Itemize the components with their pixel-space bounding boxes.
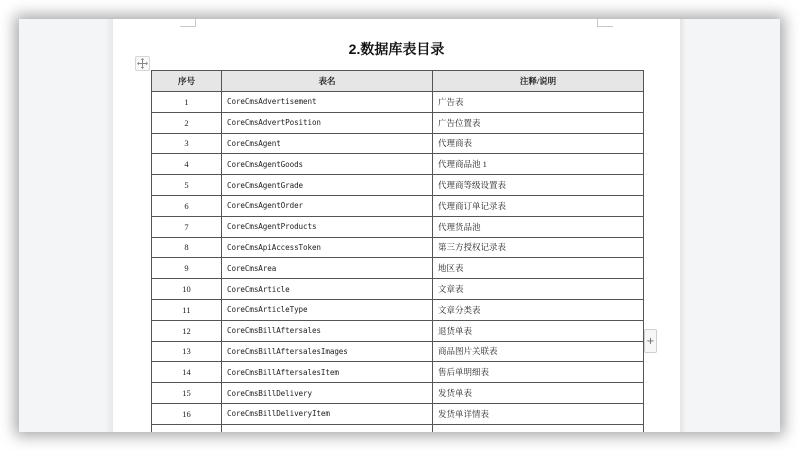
- row-index[interactable]: 12: [152, 320, 222, 341]
- table-row: [152, 403, 644, 424]
- row-description[interactable]: 地区表: [433, 258, 644, 279]
- table-row: [152, 175, 644, 196]
- document-window: [19, 19, 780, 432]
- row-index[interactable]: 8: [152, 237, 222, 258]
- row-index[interactable]: 7: [152, 216, 222, 237]
- row-table-name[interactable]: CoreCmsAgentOrder: [222, 195, 433, 216]
- table-row: [152, 279, 644, 300]
- row-index[interactable]: 5: [152, 175, 222, 196]
- row-table-name[interactable]: CoreCmsBillAftersalesImages: [222, 341, 433, 362]
- row-description[interactable]: 代理商等级设置表: [433, 175, 644, 196]
- row-table-name[interactable]: CoreCmsAgentProducts: [222, 216, 433, 237]
- document-page[interactable]: [113, 19, 680, 432]
- table-row: [152, 320, 644, 341]
- document-heading: 2.数据库表目录: [348, 41, 445, 57]
- row-index[interactable]: 11: [152, 299, 222, 320]
- row-table-name[interactable]: CoreCmsBillAftersalesItem: [222, 362, 433, 383]
- table-header-row: [152, 71, 644, 92]
- row-table-name[interactable]: CoreCmsArticle: [222, 279, 433, 300]
- row-index[interactable]: 10: [152, 279, 222, 300]
- row-description[interactable]: 代理商品池 1: [433, 154, 644, 175]
- row-table-name[interactable]: CoreCmsArticleType: [222, 299, 433, 320]
- table-row: [152, 92, 644, 113]
- row-index[interactable]: 14: [152, 362, 222, 383]
- row-description[interactable]: [433, 424, 644, 432]
- table-row: [152, 383, 644, 404]
- row-index[interactable]: 16: [152, 403, 222, 424]
- row-description[interactable]: 文章分类表: [433, 299, 644, 320]
- table-row: [152, 216, 644, 237]
- table-row: [152, 133, 644, 154]
- row-description[interactable]: 广告位置表: [433, 112, 644, 133]
- row-description[interactable]: 发货单详情表: [433, 403, 644, 424]
- row-index[interactable]: 3: [152, 133, 222, 154]
- table-row: [152, 362, 644, 383]
- row-description[interactable]: 退货单表: [433, 320, 644, 341]
- row-table-name[interactable]: CoreCmsBillAftersales: [222, 320, 433, 341]
- table-row: [152, 341, 644, 362]
- table-row: [152, 195, 644, 216]
- row-description[interactable]: 代理商表: [433, 133, 644, 154]
- row-index[interactable]: 13: [152, 341, 222, 362]
- right-margin-area: [680, 19, 686, 432]
- row-index[interactable]: 1: [152, 92, 222, 113]
- row-table-name[interactable]: CoreCmsApiAccessToken: [222, 237, 433, 258]
- move-arrows-icon: [137, 58, 148, 69]
- row-table-name[interactable]: CoreCmsArea: [222, 258, 433, 279]
- row-description[interactable]: 商品图片关联表: [433, 341, 644, 362]
- database-table-directory: [151, 70, 643, 432]
- row-description[interactable]: 代理货品池: [433, 216, 644, 237]
- add-row-button[interactable]: [644, 329, 657, 353]
- table-list: [151, 70, 644, 432]
- plus-icon: +: [646, 335, 655, 347]
- row-index[interactable]: 2: [152, 112, 222, 133]
- row-table-name[interactable]: [222, 424, 433, 432]
- header-index: 序号: [152, 71, 222, 92]
- row-index[interactable]: [152, 424, 222, 432]
- row-index[interactable]: 4: [152, 154, 222, 175]
- row-index[interactable]: 6: [152, 195, 222, 216]
- header-description: 注释/说明: [433, 71, 644, 92]
- table-row: [152, 154, 644, 175]
- page-corner-mark-right: [597, 19, 613, 27]
- row-table-name[interactable]: CoreCmsBillDelivery: [222, 383, 433, 404]
- header-table-name: 表名: [222, 71, 433, 92]
- row-description[interactable]: 售后单明细表: [433, 362, 644, 383]
- row-index[interactable]: 9: [152, 258, 222, 279]
- table-row: [152, 258, 644, 279]
- row-description[interactable]: 代理商订单记录表: [433, 195, 644, 216]
- table-row: [152, 299, 644, 320]
- page-corner-mark-left: [180, 19, 196, 27]
- row-table-name[interactable]: CoreCmsAgentGoods: [222, 154, 433, 175]
- row-description[interactable]: 广告表: [433, 92, 644, 113]
- row-table-name[interactable]: CoreCmsAdvertisement: [222, 92, 433, 113]
- left-margin-area: [105, 19, 113, 432]
- row-table-name[interactable]: CoreCmsBillDeliveryItem: [222, 403, 433, 424]
- row-table-name[interactable]: CoreCmsAdvertPosition: [222, 112, 433, 133]
- row-description[interactable]: 第三方授权记录表: [433, 237, 644, 258]
- row-index[interactable]: 15: [152, 383, 222, 404]
- table-move-handle[interactable]: [135, 56, 150, 71]
- row-table-name[interactable]: CoreCmsAgent: [222, 133, 433, 154]
- table-row: [152, 112, 644, 133]
- table-row: [152, 424, 644, 432]
- row-description[interactable]: 发货单表: [433, 383, 644, 404]
- table-row: [152, 237, 644, 258]
- row-table-name[interactable]: CoreCmsAgentGrade: [222, 175, 433, 196]
- row-description[interactable]: 文章表: [433, 279, 644, 300]
